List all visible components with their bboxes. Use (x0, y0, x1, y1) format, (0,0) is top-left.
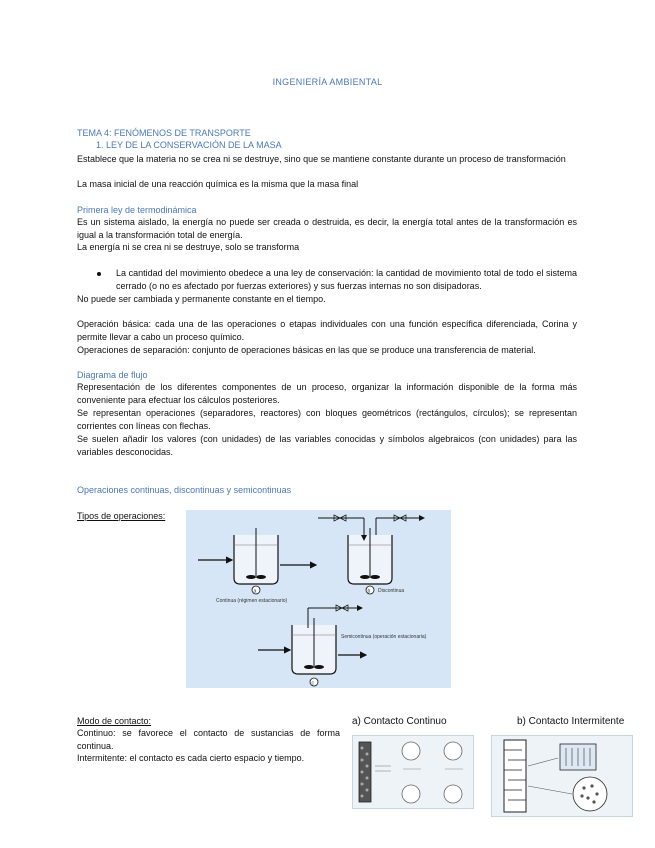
topic-subheading: 1. LEY DE LA CONSERVACIÓN DE LA MASA (96, 140, 282, 150)
tank-b (318, 515, 424, 595)
discontinua-label: Discontinua (378, 588, 405, 594)
paragraph: La masa inicial de una reacción química es la misma que la masa final (77, 179, 359, 189)
semicontinua-label: Semicontinua (operación estacionaria) (341, 634, 427, 640)
bullet-item: La cantidad del movimiento obedece a una ley de conservación: la cantidad de movimiento total de todo el sistema cerrado (o no es afectado por fuerzas exteriores) y sus fuerzas internas no son disipadoras. (116, 268, 577, 291)
paragraph: Continuo: se favorece el contacto de sustancias de forma continua. (77, 728, 340, 751)
contact-continuo-svg (353, 736, 473, 808)
contact-intermitente-svg (492, 736, 632, 816)
tank-c (258, 605, 427, 687)
paragraph: Representación de los diferentes componentes de un proceso, organizar la información disponible de la forma más conveniente para efectuar los cálculos posteriores. (77, 382, 577, 405)
paragraph: Se representan operaciones (separadores, reactores) con bloques geométricos (rectángulos, círculos); se representan corrientes con líneas con flechas. (77, 408, 577, 431)
contact-intermitente-figure (491, 735, 633, 817)
topic-heading: TEMA 4: FENÓMENOS DE TRANSPORTE (77, 128, 251, 138)
paragraph: Operaciones de separación: conjunto de operaciones básicas en las que se produce una transferencia de material. (77, 345, 536, 355)
tank-a (198, 528, 316, 595)
tank-b-label: b (367, 588, 371, 595)
contact-label: Modo de contacto: (77, 716, 152, 726)
paragraph: Intermitente: el contacto es cada cierto espacio y tiempo. (77, 753, 305, 763)
figure-label: Tipos de operaciones: (77, 511, 166, 521)
paragraph: No puede ser cambiada y permanente constante en el tiempo. (77, 294, 326, 304)
tank-a-label: a (253, 588, 257, 595)
paragraph: Establece que la materia no se crea ni se destruye, sino que se mantiene constante durante un proceso de transformación (77, 154, 566, 164)
operations-diagram (186, 510, 451, 688)
paragraph: Es un sistema aislado, la energía no puede ser creada o destruida, es decir, la energía total antes de la transformación es igual a la transformación total de energía. (77, 217, 577, 240)
section-heading: Primera ley de termodinámica (77, 205, 197, 215)
section-heading: Operaciones continuas, discontinuas y semicontinuas (77, 485, 292, 495)
contact-continuo-title: a) Contacto Continuo (352, 716, 447, 727)
paragraph: La energía ni se crea ni se destruye, solo se transforma (77, 242, 300, 252)
paragraph: Operación básica: cada una de las operaciones o etapas individuales con una función específica diferenciada, Corina y permite llevar a cabo un proceso químico. (77, 319, 577, 342)
operations-diagram-svg (186, 510, 451, 688)
tank-c-label: c (311, 680, 314, 687)
bullet-icon (97, 272, 101, 276)
contact-continuo-figure (352, 735, 474, 809)
page-title: INGENIERÍA AMBIENTAL (272, 77, 383, 87)
paragraph: Se suelen añadir los valores (con unidades) de las variables conocidas y símbolos algebraicos (con unidades) para las variables desconocidas. (77, 434, 577, 457)
continua-label: Continua (régimen estacionario) (216, 598, 288, 604)
contact-intermitente-title: b) Contacto Intermitente (517, 716, 625, 727)
section-heading: Diagrama de flujo (77, 370, 148, 380)
